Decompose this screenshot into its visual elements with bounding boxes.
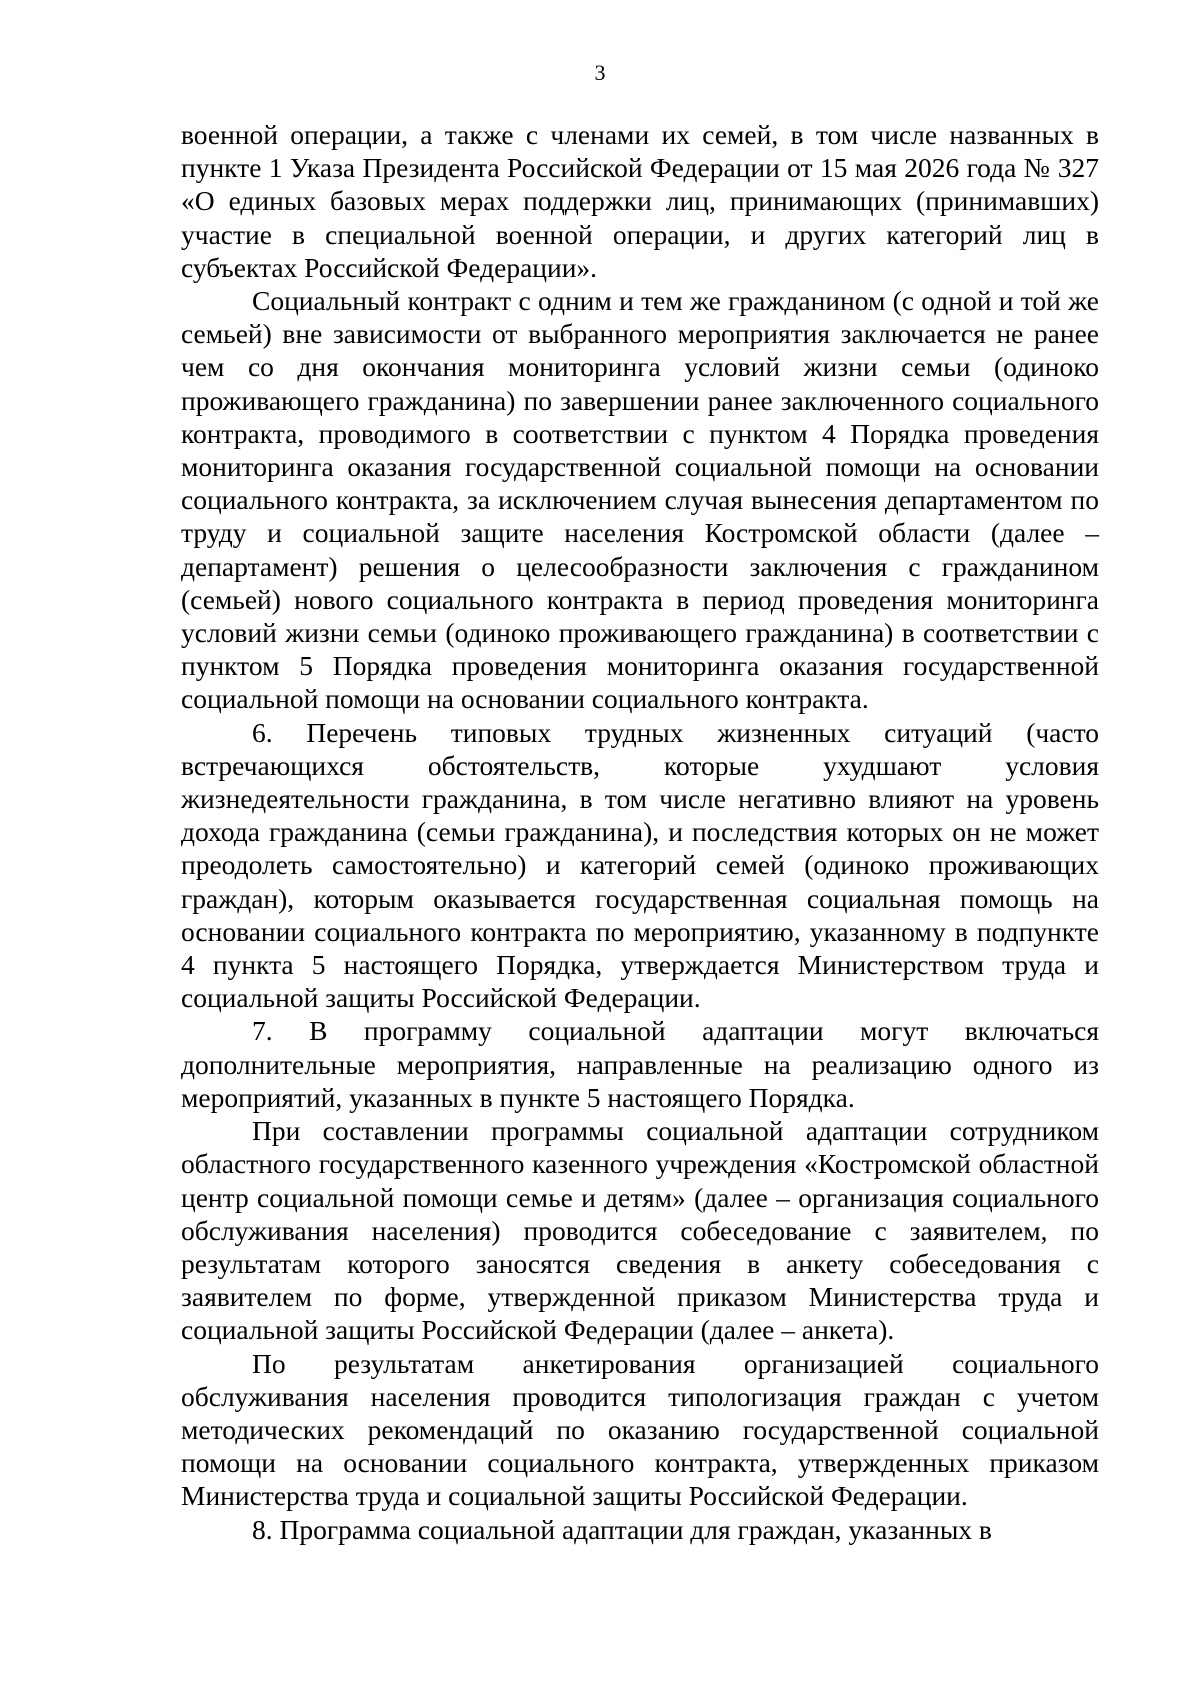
document-body: [181, 118, 1099, 1546]
paragraph-item-8: 8. Программа социальной адаптации для граждан, указанных в: [252, 1513, 992, 1545]
paragraph-item-6: 6. Перечень типовых трудных жизненных ситуаций (часто встречающихся обстоятельств, которые ухудшают условия жизнедеятельности гражданина, в том числе негативно влияют на уровень дохода гражданина (семьи гражданина), и последствия которых он не может преодолеть самостоятельно) и категорий семей (одиноко проживающих граждан), которым оказывается государственная социальная помощь на основании социального контракта по мероприятию, указанному в подпункте 4 пункта 5 настоящего Порядка, утверждается Министерством труда и социальной защиты Российской Федерации.: [181, 716, 1099, 1014]
paragraph-item-7: 7. В программу социальной адаптации могут включаться дополнительные мероприятия, направленные на реализацию одного из мероприятий, указанных в пункте 5 настоящего Порядка.: [181, 1015, 1099, 1113]
paragraph-continuation: военной операции, а также с членами их семей, в том числе названных в пункте 1 Указа Президента Российской Федерации от 15 мая 2026 года № 327 «О единых базовых мерах поддержки лиц, принимающих (принимавших) участие в специальной военной операции, и других категорий лиц в субъектах Российской Федерации».: [181, 119, 1099, 283]
paragraph-typology: По результатам анкетирования организацией социального обслуживания населения проводится типологизация граждан с учетом методических рекомендаций по оказанию государственной социальной помощи на основании социального контракта, утвержденных приказом Министерства труда и социальной защиты Российской Федерации.: [181, 1347, 1099, 1512]
paragraph-social-contract: Социальный контракт с одним и тем же гражданином (с одной и той же семьей) вне зависимости от выбранного мероприятия заключается не ранее чем со дня окончания мониторинга условий жизни семьи (одиноко проживающего гражданина) по завершении ранее заключенного социального контракта, проводимого в соответствии с пунктом 4 Порядка проведения мониторинга оказания государственной социальной помощи на основании социального контракта, за исключением случая вынесения департаментом по труду и социальной защите населения Костромской области (далее – департамент) решения о целесообразности заключения с гражданином (семьей) нового социального контракта в период проведения мониторинга условий жизни семьи (одиноко проживающего гражданина) в соответствии с пунктом 5 Порядка проведения мониторинга оказания государственной социальной помощи на основании социального контракта.: [181, 285, 1099, 715]
paragraph-interview: При составлении программы социальной адаптации сотрудником областного государственного казенного учреждения «Костромской областной центр социальной помощи семье и детям» (далее – организация социального обслуживания населения) проводится собеседование с заявителем, по результатам которого заносятся сведения в анкету собеседования с заявителем по форме, утвержденной приказом Министерства труда и социальной защиты Российской Федерации (далее – анкета).: [181, 1115, 1099, 1346]
page-number: 3: [594, 60, 606, 85]
